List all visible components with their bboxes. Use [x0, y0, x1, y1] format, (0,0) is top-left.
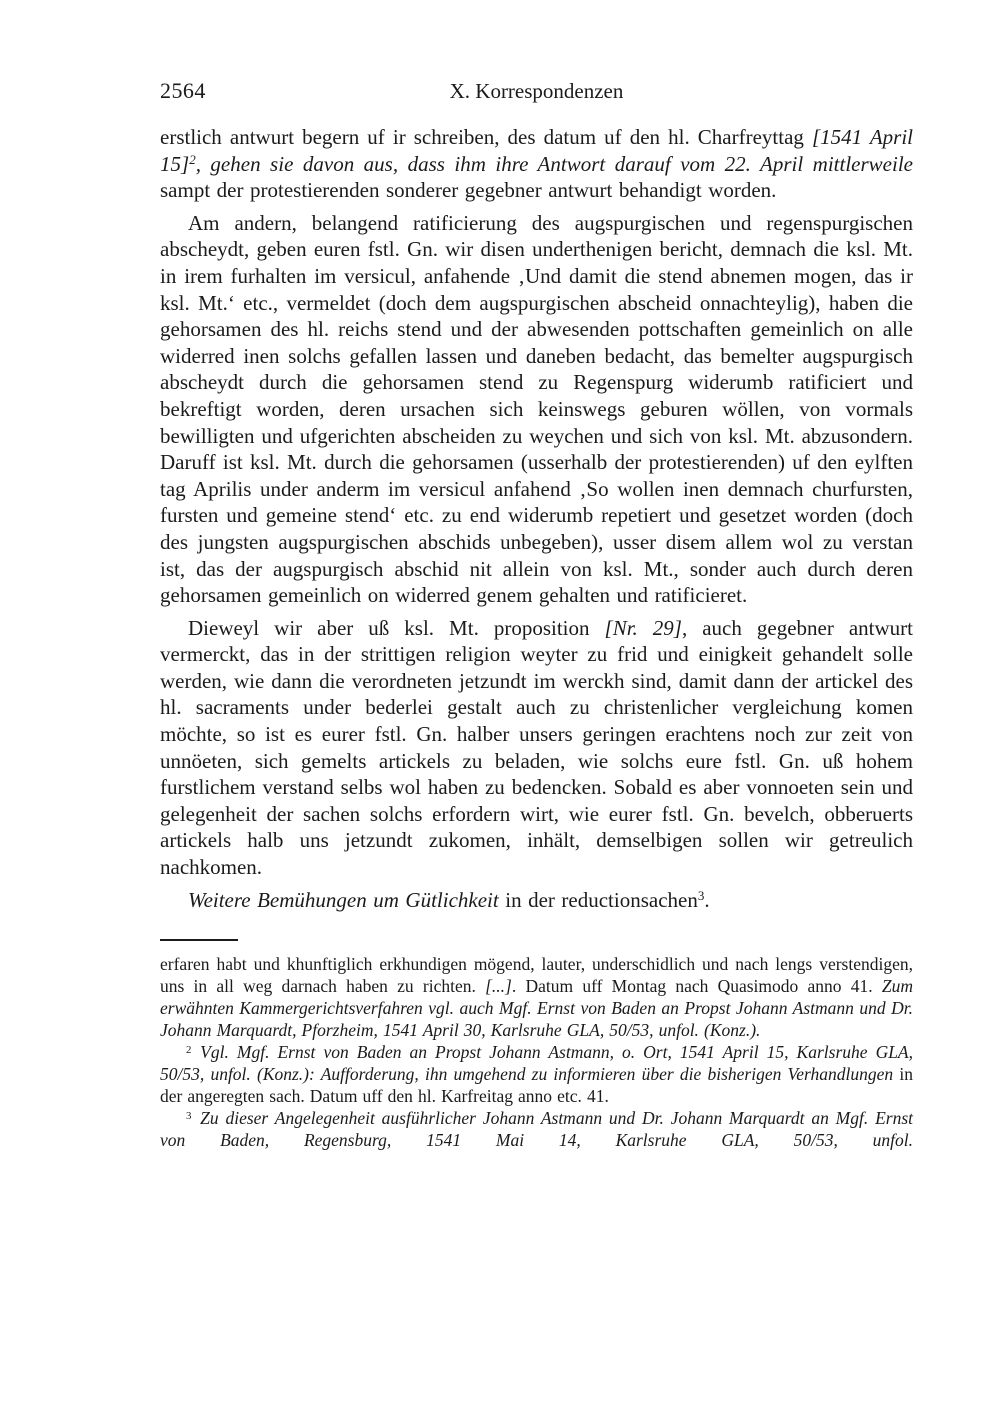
body-paragraph-2: Am andern, belangend ratificierung des augspurgischen und regenspurgischen abscheydt, geben euren fstl. Gn. wir disen underthenigen bericht, demnach die ksl. Mt. in irem furhalten im versicul, anfahende ‚Und damit die stend abnemen mogen, das ir ksl. Mt.‘ etc., vermeldet (doch dem augspurgischen abscheid onnachteylig), haben die gehorsamen des hl. reichs stend und der abwesenden pottschaften gemeinlich on alle widerred inen solchs gefallen lassen und daneben bedacht, das bemelter augspurgisch abscheydt durch die gehorsamen stend zu Regenspurg widerumb ratificiert und bekreftigt worden, deren ursachen sich keinswegs geburen wöllen, von vormals bewilligten und ufgerichten abscheiden zu weychen und sich von ksl. Mt. abzusondern. Daruff ist ksl. Mt. durch die gehorsamen (usserhalb der protestierenden) uf den eylften tag Aprilis under anderm im versicul anfahend ‚So wollen inen demnach churfursten, fursten und gemeine stend‘ etc. zu end widerumb repetiert und gesetzet worden (doch des jungsten augspurgischen abschids unbegeben), usser disem allem wol zu verstan ist, das der augspurgisch abschid nit allein von ksl. Mt., sonder auch durch deren gehorsamen gemeinlich on widerred genem gehalten und ratificieret.: [160, 210, 913, 608]
running-head: [160, 78, 913, 104]
page-number: 2564: [160, 78, 206, 103]
body-text: [160, 124, 913, 913]
footnote-2: $^2$ Vgl. Mgf. Ernst von Baden an Propst Johann Astmann, o. Ort, 1541 April 15, Karlsruhe GLA, 50/53, unfol. (Konz.): Aufforderung, ihn umgehend zu informieren über die bisherigen Verhandlungen in der angeregten sach. Datum uff den hl. Karfreitag anno etc. 41.: [160, 1042, 914, 1107]
body-paragraph-4: Weitere Bemühungen um Gütlichkeit in der reductionsachen$^3$.: [188, 887, 710, 912]
footnotes: [160, 953, 913, 1151]
text-block: [160, 78, 913, 1151]
footnote-3: $^3$ Zu dieser Angelegenheit ausführlicher Johann Astmann und Dr. Johann Marquardt an Mgf. Ernst von Baden, Regensburg, 1541 Mai 14, Karlsruhe GLA, 50/53, unfol.: [160, 1108, 913, 1151]
footnote-separator-rule: [160, 939, 238, 941]
body-paragraph-3: Dieweyl wir aber uß ksl. Mt. proposition [Nr. 29], auch gegebner antwurt vermerckt, das in der strittigen religion weyter zu frid und einigkeit gehandelt solle werden, wie dann die verordneten jetzundt im werckh sind, damit dann der artickel des hl. sacraments under bederlei gestalt auch zu christenlicher vergleichung komen möchte, so ist es eurer fstl. Gn. halber unsers geringen erachtens noch zur zeit von unnöeten, sich gemelts artickels zu beladen, wie solchs eure fstl. Gn. uß hohem furstlichem verstand selbs wol haben zu bedencken. Sobald es aber vonnoeten sein und gelegenheit der sachen solchs erfordern wirt, wie eurer fstl. Gn. bevelch, obberuerts artickels halb uns jetzundt zukomen, inhält, demselbigen sollen wir getreulich nachkomen.: [160, 615, 914, 880]
footnote-continuation: erfaren habt und khunftiglich erkhundigen mögend, lauter, underschidlich und nach lengs verstendigen, uns in all weg darnach haben zu richten. [...]. Datum uff Montag nach Quasimodo anno 41. Zum erwähnten Kammergerichtsverfahren vgl. auch Mgf. Ernst von Baden an Propst Johann Astmann und Dr. Johann Marquardt, Pforzheim, 1541 April 30, Karlsruhe GLA, 50/53, unfol. (Konz.).: [160, 954, 913, 1041]
running-title: X. Korrespondenzen: [449, 79, 624, 103]
body-paragraph-1: erstlich antwurt begern uf ir schreiben, des datum uf den hl. Charfreyttag [1541 April 15]$^2$, gehen sie davon aus, dass ihm ihre Antwort darauf vom 22. April mittlerweile sampt der protestierenden sonderer gegebner antwurt behandigt worden.: [160, 125, 913, 203]
